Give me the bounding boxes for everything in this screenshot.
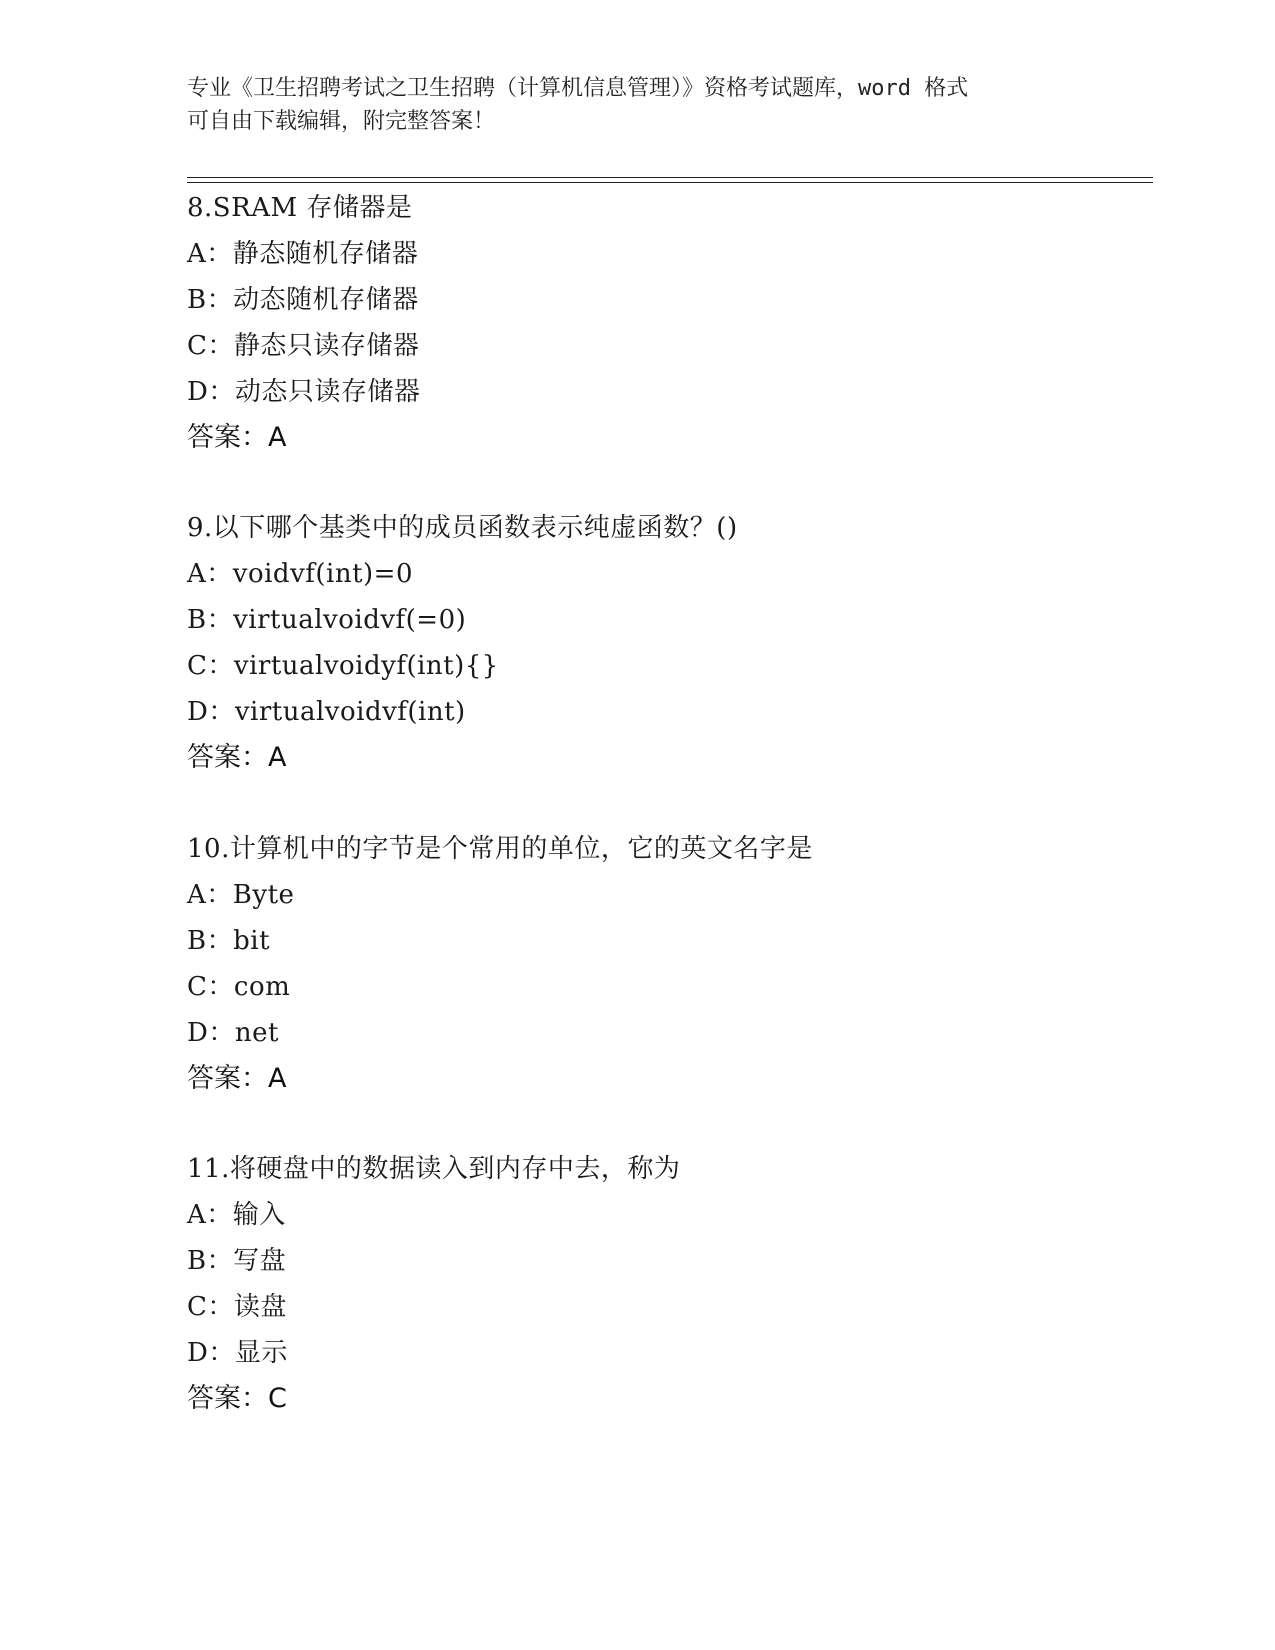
option-b: B：写盘	[187, 1246, 287, 1276]
answer: 答案：A	[187, 742, 287, 773]
option-a: A：静态随机存储器	[187, 239, 419, 269]
question-title: 10.计算机中的字节是个常用的单位，它的英文名字是	[187, 834, 813, 864]
answer: 答案：A	[187, 1063, 287, 1094]
option-c: C：virtualvoidyf(int){}	[187, 651, 499, 681]
answer: 答案：A	[187, 422, 287, 453]
option-b: B：virtualvoidvf(=0)	[187, 605, 467, 635]
option-c: C：读盘	[187, 1292, 287, 1322]
option-b: B：bit	[187, 926, 271, 956]
header-line-1: 专业《卫生招聘考试之卫生招聘（计算机信息管理）》资格考试题库，word 格式	[187, 76, 969, 101]
question-9	[187, 505, 1167, 781]
option-a: A：Byte	[187, 880, 295, 910]
header-divider-top	[187, 177, 1153, 178]
option-a: A：voidvf(int)=0	[187, 559, 414, 589]
option-d: D：net	[187, 1018, 279, 1048]
option-b: B：动态随机存储器	[187, 285, 419, 315]
option-d: D：显示	[187, 1338, 288, 1368]
question-title: 9.以下哪个基类中的成员函数表示纯虚函数？()	[187, 513, 738, 543]
option-d: D：virtualvoidvf(int)	[187, 697, 466, 727]
question-11	[187, 1146, 1167, 1422]
question-10	[187, 826, 1167, 1102]
header-line-2: 可自由下载编辑，附完整答案！	[187, 109, 496, 134]
option-a: A：输入	[187, 1200, 286, 1230]
option-c: C：com	[187, 972, 291, 1002]
question-8	[187, 185, 1167, 461]
question-title: 8.SRAM 存储器是	[187, 193, 413, 223]
question-title: 11.将硬盘中的数据读入到内存中去，称为	[187, 1154, 681, 1184]
answer: 答案：C	[187, 1383, 287, 1414]
option-c: C：静态只读存储器	[187, 331, 420, 361]
option-d: D：动态只读存储器	[187, 377, 421, 407]
document-header	[187, 72, 1087, 138]
header-divider-bottom	[187, 182, 1153, 183]
